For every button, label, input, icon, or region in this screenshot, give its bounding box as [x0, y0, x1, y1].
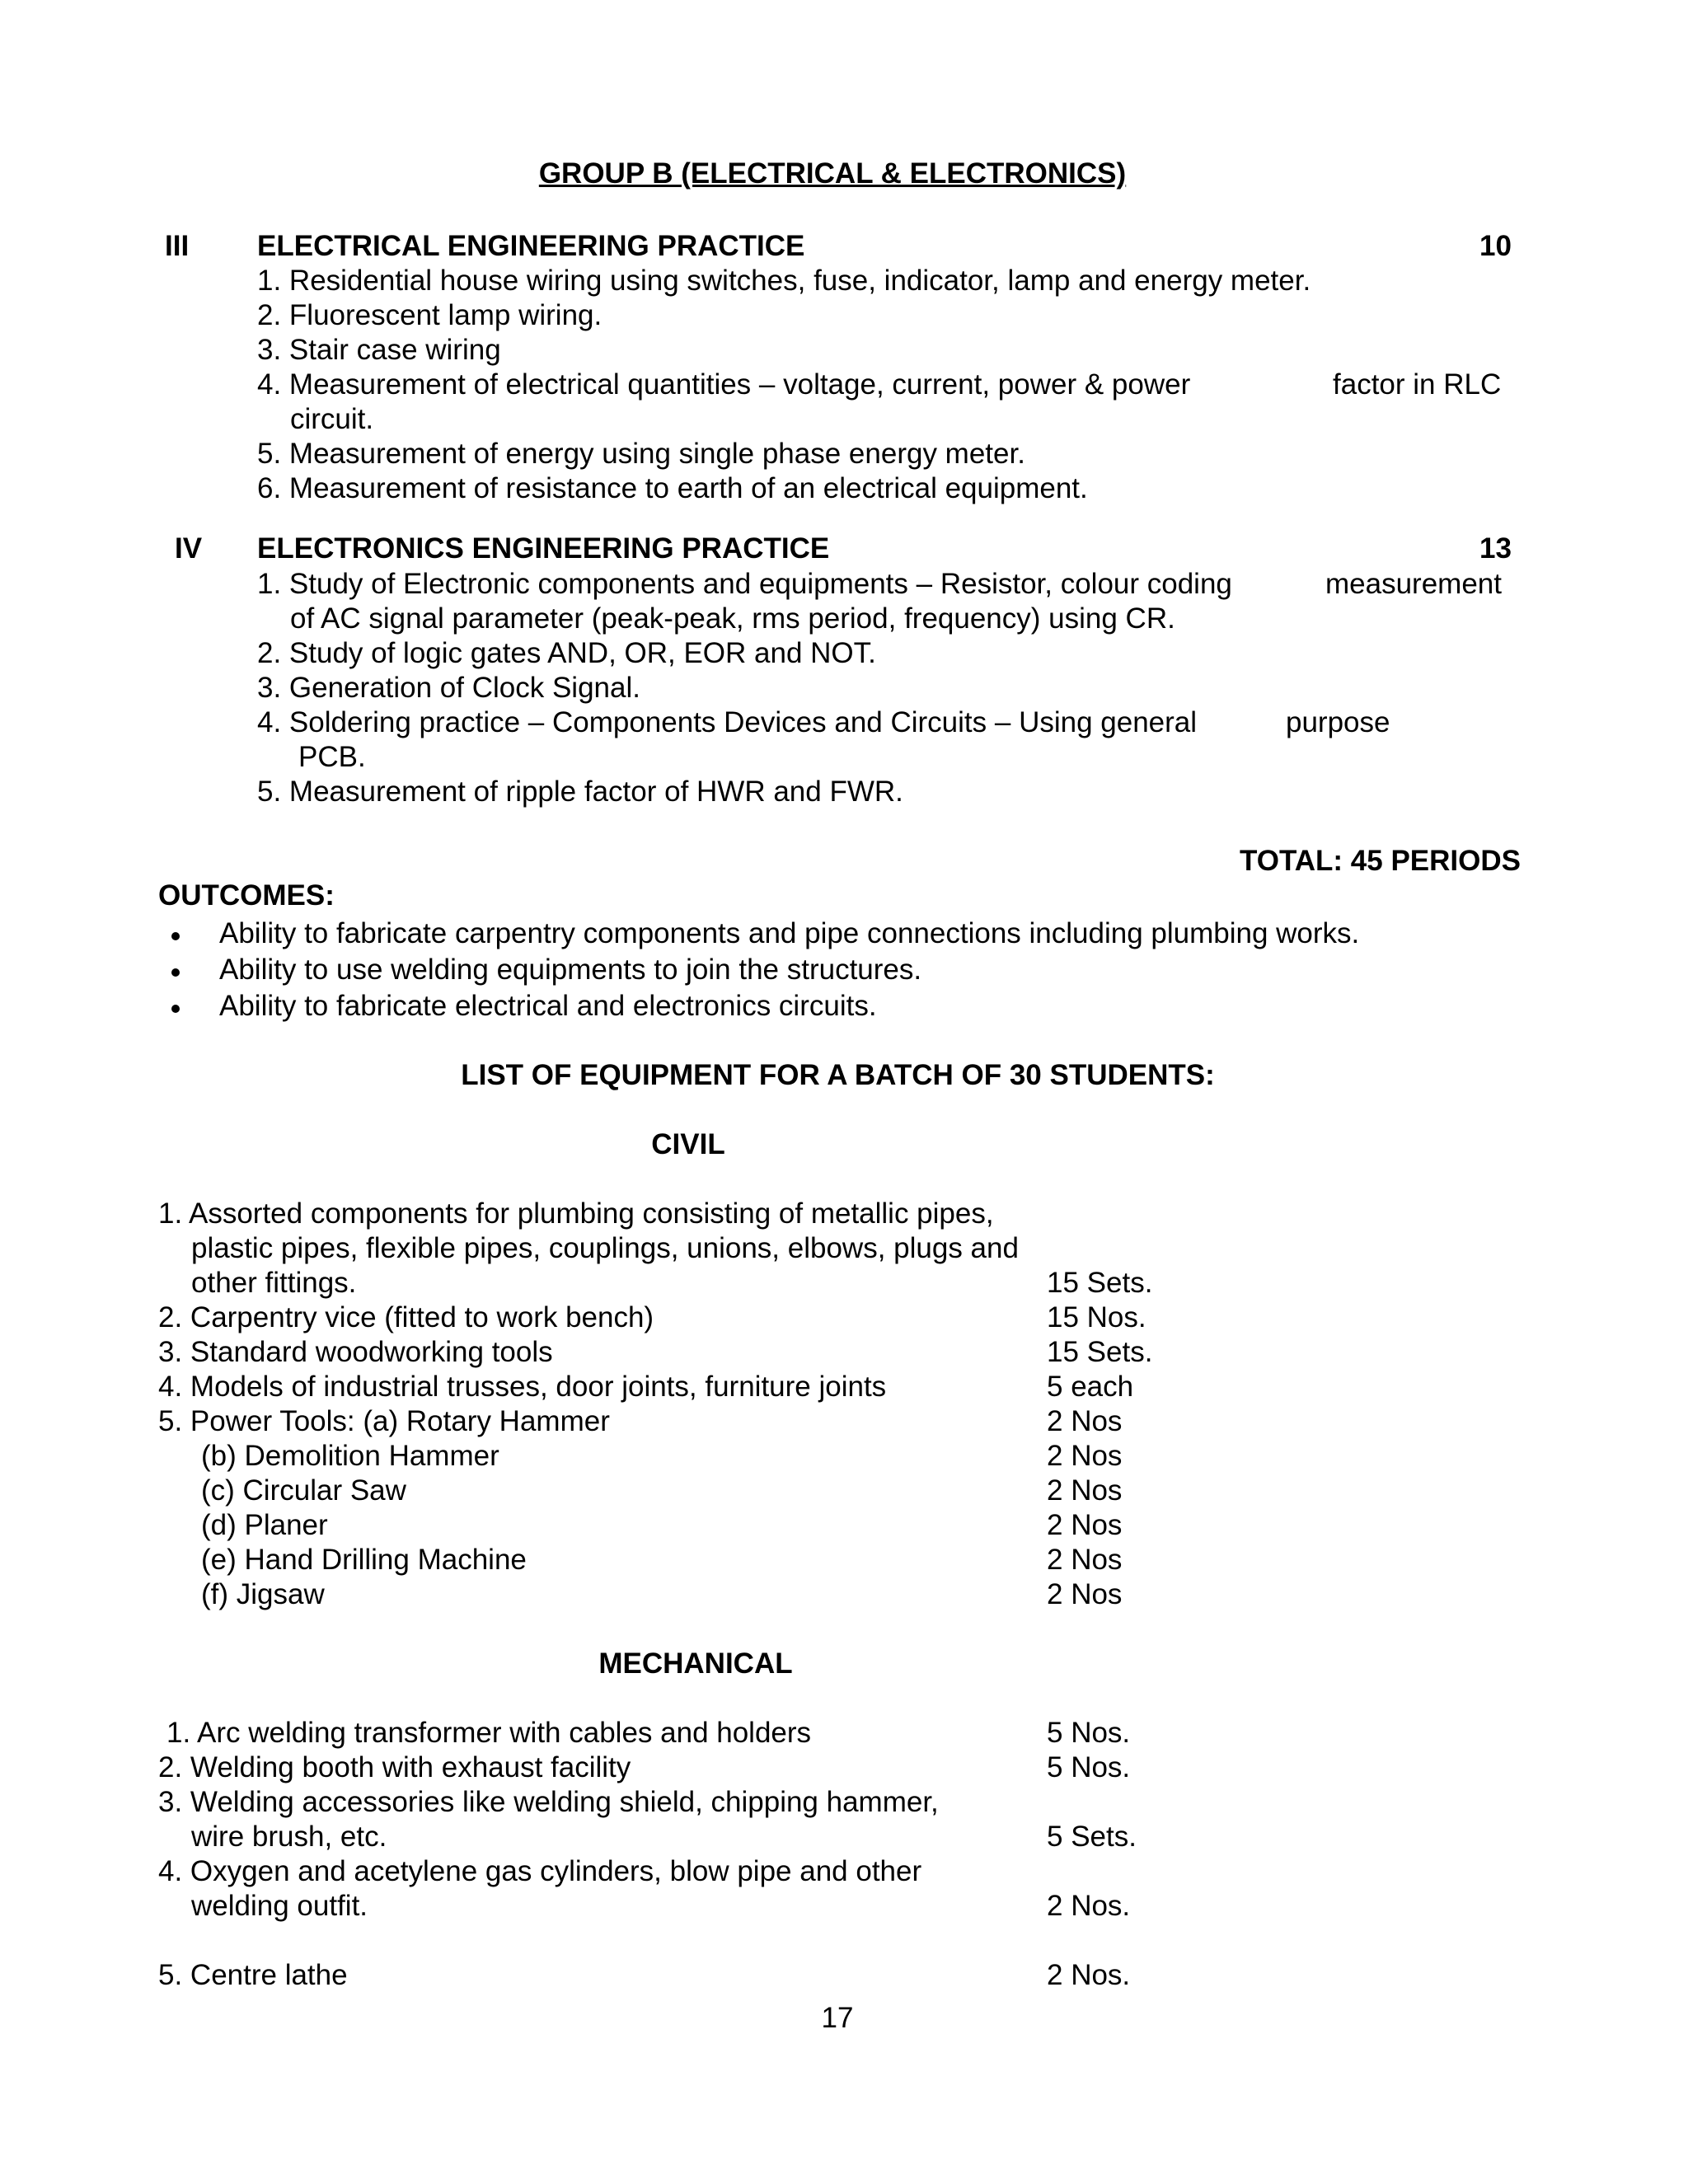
bullet-icon — [171, 968, 180, 977]
civil-qty: 5 each — [1047, 1371, 1134, 1403]
unit-item: 5. Measurement of ripple factor of HWR and FWR. — [257, 776, 903, 808]
mechanical-heading: MECHANICAL — [598, 1647, 793, 1680]
mechanical-qty: 5 Nos. — [1047, 1751, 1131, 1783]
civil-qty: 15 Nos. — [1047, 1301, 1146, 1333]
unit-item: 1. Study of Electronic components and equipments – Resistor, colour coding — [257, 568, 1232, 600]
mechanical-line: 1. Arc welding transformer with cables and holders — [166, 1717, 812, 1749]
civil-line: 3. Standard woodworking tools — [158, 1336, 553, 1368]
civil-line: (c) Circular Saw — [201, 1474, 406, 1507]
mechanical-line: welding outfit. — [191, 1890, 368, 1922]
mechanical-qty: 5 Nos. — [1047, 1717, 1131, 1749]
civil-line: (f) Jigsaw — [201, 1578, 325, 1610]
equipment-heading: LIST OF EQUIPMENT FOR A BATCH OF 30 STUDENTS: — [461, 1059, 1215, 1091]
mechanical-line: 5. Centre lathe — [158, 1959, 348, 1991]
outcome-item: Ability to use welding equipments to join the structures. — [219, 954, 922, 986]
bullet-icon — [171, 1005, 180, 1013]
civil-qty: 2 Nos — [1047, 1509, 1123, 1541]
civil-line: plastic pipes, flexible pipes, couplings, unions, elbows, plugs and — [191, 1232, 1019, 1264]
unit-item-continuation: factor in RLC — [1333, 368, 1502, 401]
unit-item: 5. Measurement of energy using single phase energy meter. — [257, 438, 1025, 470]
mechanical-line: 4. Oxygen and acetylene gas cylinders, blow pipe and other — [158, 1855, 922, 1887]
unit-item: 3. Stair case wiring — [257, 334, 501, 366]
civil-qty: 2 Nos — [1047, 1474, 1123, 1507]
unit-periods: 10 — [1479, 230, 1512, 262]
unit-item: 2. Study of logic gates AND, OR, EOR and NOT. — [257, 637, 876, 669]
outcomes-heading: OUTCOMES: — [158, 879, 335, 912]
mechanical-line: 3. Welding accessories like welding shield, chipping hammer, — [158, 1786, 939, 1818]
civil-line: 1. Assorted components for plumbing consisting of metallic pipes, — [158, 1197, 994, 1230]
civil-line: 5. Power Tools: (a) Rotary Hammer — [158, 1405, 610, 1437]
civil-qty: 2 Nos — [1047, 1405, 1123, 1437]
page-number: 17 — [821, 2002, 854, 2034]
civil-line: 4. Models of industrial trusses, door joints, furniture joints — [158, 1371, 887, 1403]
civil-heading: CIVIL — [651, 1128, 725, 1160]
civil-qty: 2 Nos — [1047, 1578, 1123, 1610]
unit-item: 1. Residential house wiring using switches, fuse, indicator, lamp and energy meter. — [257, 265, 1311, 297]
unit-item-continuation: circuit. — [290, 403, 374, 435]
civil-line: (b) Demolition Hammer — [201, 1440, 499, 1472]
mechanical-qty: 2 Nos. — [1047, 1890, 1131, 1922]
group-title: GROUP B (ELECTRICAL & ELECTRONICS) — [538, 157, 1127, 190]
mechanical-qty: 2 Nos. — [1047, 1959, 1131, 1991]
unit-item-continuation: measurement — [1325, 568, 1502, 600]
unit-numeral: IV — [175, 532, 203, 565]
unit-item: 4. Measurement of electrical quantities – voltage, current, power & power — [257, 368, 1191, 401]
unit-item-continuation: PCB. — [298, 741, 366, 773]
civil-qty: 2 Nos — [1047, 1440, 1123, 1472]
civil-line: other fittings. — [191, 1267, 357, 1299]
unit-item: 4. Soldering practice – Components Devices and Circuits – Using general — [257, 706, 1198, 738]
civil-qty: 15 Sets. — [1047, 1267, 1153, 1299]
civil-qty: 2 Nos — [1047, 1544, 1123, 1576]
unit-title: ELECTRONICS ENGINEERING PRACTICE — [257, 532, 830, 565]
total-periods: TOTAL: 45 PERIODS — [1240, 845, 1521, 877]
unit-title: ELECTRICAL ENGINEERING PRACTICE — [257, 230, 805, 262]
unit-numeral: III — [165, 230, 190, 262]
unit-periods: 13 — [1479, 532, 1512, 565]
unit-item: 6. Measurement of resistance to earth of an electrical equipment. — [257, 472, 1088, 504]
mechanical-line: wire brush, etc. — [191, 1821, 387, 1853]
mechanical-qty: 5 Sets. — [1047, 1821, 1137, 1853]
outcome-item: Ability to fabricate electrical and electronics circuits. — [219, 990, 877, 1022]
mechanical-line: 2. Welding booth with exhaust facility — [158, 1751, 631, 1783]
civil-line: (e) Hand Drilling Machine — [201, 1544, 527, 1576]
civil-qty: 15 Sets. — [1047, 1336, 1153, 1368]
unit-item-continuation: of AC signal parameter (peak-peak, rms period, frequency) using CR. — [290, 602, 1175, 635]
unit-item-continuation: purpose — [1286, 706, 1390, 738]
civil-line: (d) Planer — [201, 1509, 328, 1541]
civil-line: 2. Carpentry vice (fitted to work bench) — [158, 1301, 654, 1333]
unit-item: 2. Fluorescent lamp wiring. — [257, 299, 603, 331]
unit-item: 3. Generation of Clock Signal. — [257, 672, 640, 704]
outcome-item: Ability to fabricate carpentry components and pipe connections including plumbing works. — [219, 917, 1360, 949]
bullet-icon — [171, 932, 180, 940]
